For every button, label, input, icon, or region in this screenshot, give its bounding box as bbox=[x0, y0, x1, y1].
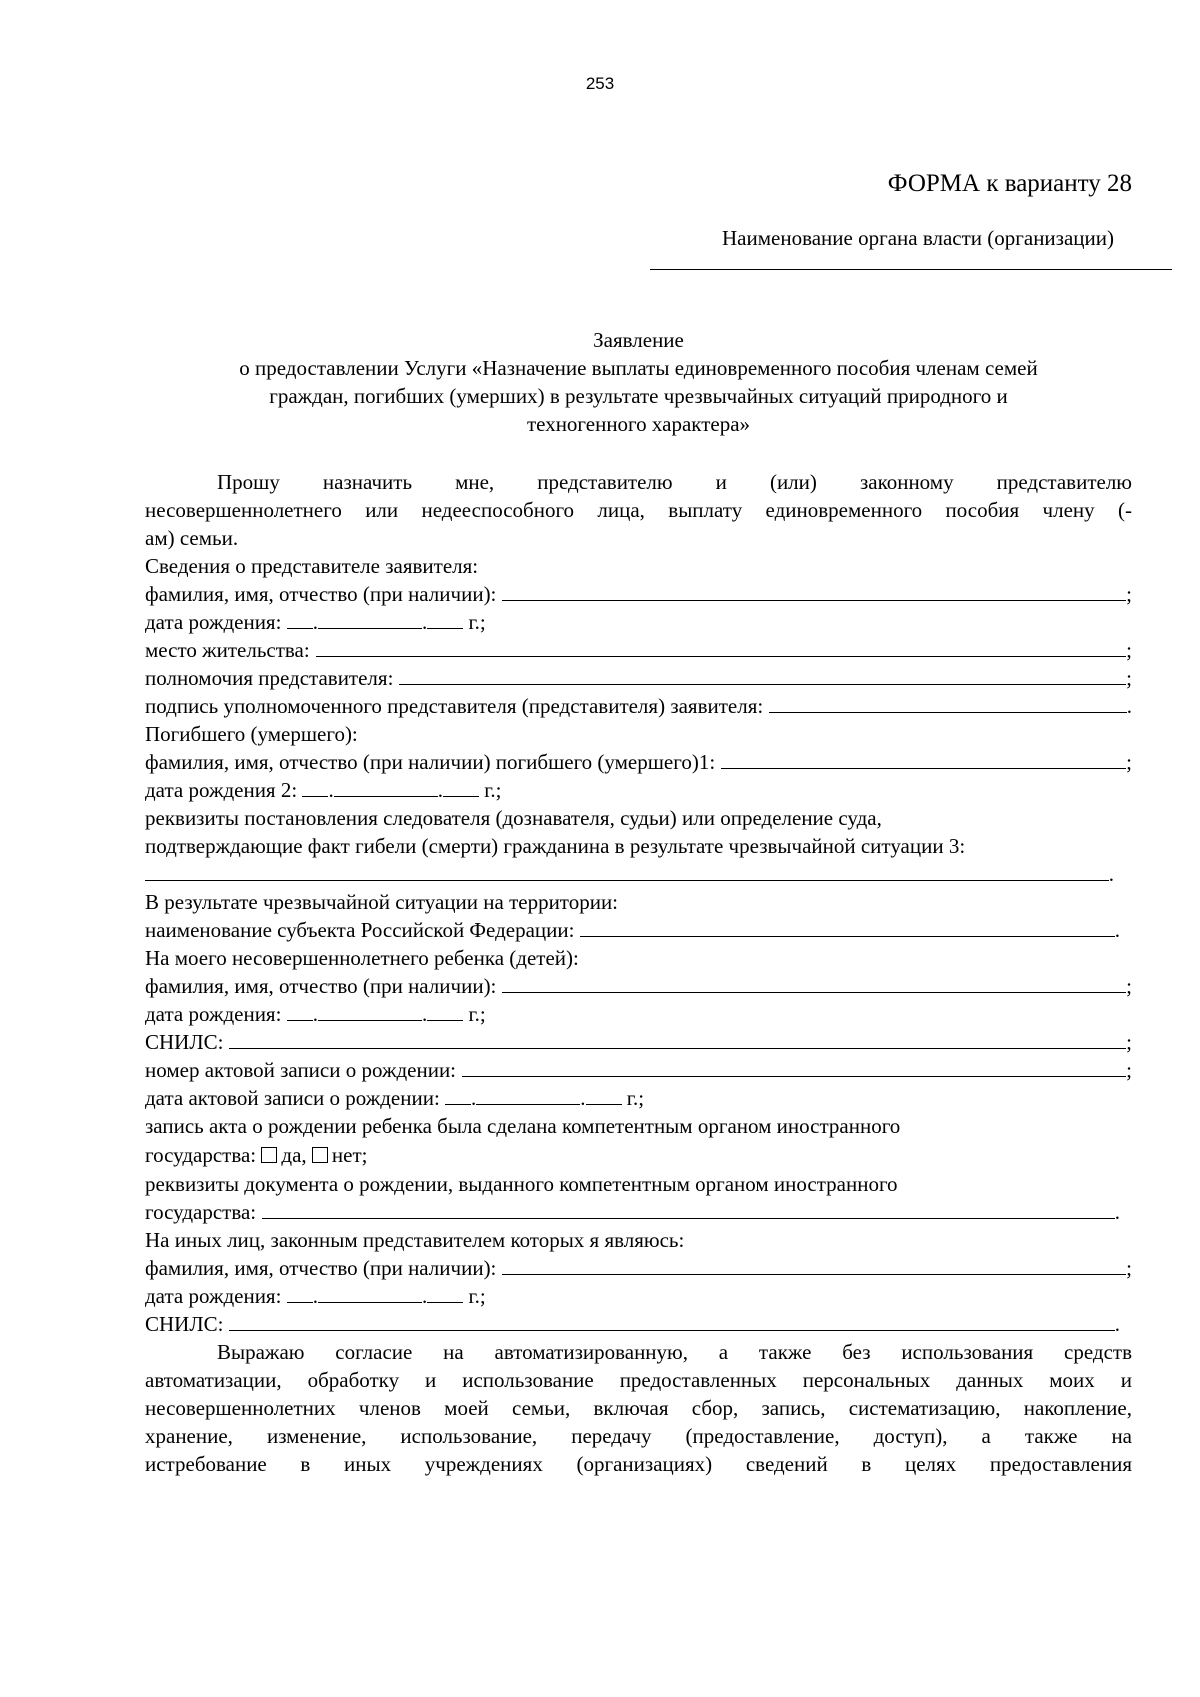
punctuation: . bbox=[1108, 862, 1114, 886]
child-doc-field[interactable] bbox=[262, 1198, 1115, 1219]
consent-line: хранение, изменение, использование, передачу (предоставление, доступ), а также на bbox=[145, 1424, 1132, 1448]
child-doc-row bbox=[145, 1198, 1132, 1226]
title-line: Заявление bbox=[593, 328, 684, 352]
child-fio-row bbox=[145, 972, 1132, 1000]
consent-paragraph bbox=[145, 1338, 1132, 1478]
child-foreign-label: запись акта о рождении ребенка была сделана компетентным органом иностранного bbox=[145, 1114, 901, 1138]
deceased-birth-row bbox=[145, 776, 1132, 804]
deceased-requisites-row bbox=[145, 860, 1132, 888]
punctuation: . bbox=[580, 1086, 586, 1110]
consent-line: Выражаю согласие на автоматизированную, а также без использования средств bbox=[217, 1340, 1132, 1364]
birth-year-field[interactable] bbox=[427, 1000, 463, 1021]
punctuation: ; bbox=[1126, 666, 1132, 690]
field-label: номер актовой записи о рождении: bbox=[145, 1058, 457, 1082]
child-doc-label: реквизиты документа о рождении, выданного компетентным органом иностранного bbox=[145, 1172, 898, 1196]
record-month-field[interactable] bbox=[476, 1084, 580, 1105]
field-label: дата рождения 2: bbox=[145, 778, 298, 802]
field-label: государства: bbox=[145, 1200, 257, 1224]
request-line: Прошу назначить мне, представителю и (или) законному представителю bbox=[217, 470, 1132, 494]
punctuation: . bbox=[421, 1002, 428, 1026]
punctuation: . bbox=[437, 778, 443, 802]
representative-fio-field[interactable] bbox=[502, 580, 1126, 601]
no-label: нет; bbox=[331, 1143, 368, 1167]
punctuation: . bbox=[312, 610, 318, 634]
punctuation: ; bbox=[1126, 1058, 1132, 1082]
birth-month-field[interactable] bbox=[318, 608, 422, 629]
others-snils-field[interactable] bbox=[229, 1310, 1114, 1331]
representative-residence-row bbox=[145, 636, 1132, 664]
field-label: наименование субъекта Российской Федерации: bbox=[145, 918, 575, 942]
field-label: дата рождения: bbox=[145, 1284, 282, 1308]
birth-year-field[interactable] bbox=[427, 1282, 463, 1303]
representative-powers-field[interactable] bbox=[399, 664, 1126, 685]
deceased-heading: Погибшего (умершего): bbox=[145, 722, 358, 746]
punctuation: ; bbox=[1126, 974, 1132, 998]
field-label: государства: bbox=[145, 1143, 257, 1167]
birth-month-field[interactable] bbox=[334, 776, 438, 797]
authority-label: Наименование органа власти (организации) bbox=[722, 226, 1114, 250]
field-label: полномочия представителя: bbox=[145, 666, 394, 690]
representative-birth-row bbox=[145, 608, 1132, 636]
punctuation: . bbox=[312, 1002, 318, 1026]
others-fio-row bbox=[145, 1254, 1132, 1282]
record-day-field[interactable] bbox=[445, 1084, 471, 1105]
representative-powers-row bbox=[145, 664, 1132, 692]
punctuation: . bbox=[471, 1086, 477, 1110]
punctuation: . bbox=[312, 1284, 318, 1308]
punctuation: ; bbox=[1126, 1256, 1132, 1280]
birth-day-field[interactable] bbox=[287, 608, 313, 629]
consent-line: истребование в иных учреждениях (организациях) сведений в целях предоставления bbox=[145, 1452, 1132, 1476]
child-birth-row bbox=[145, 1000, 1132, 1028]
birth-day-field[interactable] bbox=[287, 1000, 313, 1021]
representative-residence-field[interactable] bbox=[316, 636, 1126, 657]
child-snils-row bbox=[145, 1028, 1132, 1056]
page-number: 253 bbox=[585, 74, 615, 93]
field-label: фамилия, имя, отчество (при наличии): bbox=[145, 1256, 497, 1280]
punctuation: ; bbox=[1126, 1030, 1132, 1054]
child-heading: На моего несовершеннолетнего ребенка (детей): bbox=[145, 946, 579, 970]
punctuation: г.; bbox=[468, 1284, 486, 1308]
child-fio-field[interactable] bbox=[502, 972, 1126, 993]
others-heading: На иных лиц, законным представителем которых я являюсь: bbox=[145, 1228, 685, 1252]
punctuation: . bbox=[421, 610, 428, 634]
field-label: дата рождения: bbox=[145, 610, 282, 634]
no-checkbox[interactable] bbox=[312, 1147, 328, 1163]
request-line: несовершеннолетнего или недееспособного лица, выплату единовременного пособия члену (- bbox=[145, 498, 1132, 522]
document-body bbox=[145, 168, 1132, 1478]
title-line: о предоставлении Услуги «Назначение выплаты единовременного пособия членам семей bbox=[239, 356, 1038, 380]
representative-signature-field[interactable] bbox=[769, 692, 1127, 713]
punctuation: г.; bbox=[468, 1002, 486, 1026]
child-snils-field[interactable] bbox=[229, 1028, 1126, 1049]
field-label: подпись уполномоченного представителя (представителя) заявителя: bbox=[145, 694, 764, 718]
others-snils-row bbox=[145, 1310, 1132, 1338]
others-fio-field[interactable] bbox=[502, 1254, 1126, 1275]
birth-year-field[interactable] bbox=[427, 608, 463, 629]
punctuation: . bbox=[1114, 1200, 1120, 1224]
representative-heading: Сведения о представителе заявителя: bbox=[145, 554, 479, 578]
title-line: техногенного характера» bbox=[526, 412, 751, 436]
others-birth-row bbox=[145, 1282, 1132, 1310]
birth-month-field[interactable] bbox=[318, 1000, 422, 1021]
punctuation: . bbox=[421, 1284, 428, 1308]
yes-checkbox[interactable] bbox=[261, 1147, 277, 1163]
representative-signature-row bbox=[145, 692, 1132, 720]
emergency-heading: В результате чрезвычайной ситуации на территории: bbox=[145, 890, 619, 914]
yes-label: да, bbox=[281, 1143, 307, 1167]
consent-line: автоматизации, обработку и использование предоставленных персональных данных моих и bbox=[145, 1368, 1132, 1392]
birth-year-field[interactable] bbox=[443, 776, 479, 797]
field-label: СНИЛС: bbox=[145, 1312, 224, 1336]
deceased-requisites-label: подтверждающие факт гибели (смерти) гражданина в результате чрезвычайной ситуации 3: bbox=[145, 834, 966, 858]
child-record-number-row bbox=[145, 1056, 1132, 1084]
emergency-region-row bbox=[145, 916, 1132, 944]
deceased-requisites-field[interactable] bbox=[145, 860, 1109, 881]
title-line: граждан, погибших (умерших) в результате чрезвычайных ситуаций природного и bbox=[269, 384, 1008, 408]
child-record-date-row bbox=[145, 1084, 1132, 1112]
record-year-field[interactable] bbox=[586, 1084, 622, 1105]
document-title bbox=[145, 326, 1132, 438]
consent-line: несовершеннолетних членов моей семьи, включая сбор, запись, систематизацию, накопление, bbox=[145, 1396, 1132, 1420]
field-label: СНИЛС: bbox=[145, 1030, 224, 1054]
punctuation: . bbox=[328, 778, 334, 802]
field-label: фамилия, имя, отчество (при наличии) погибшего (умершего)1: bbox=[145, 750, 716, 774]
punctuation: г.; bbox=[626, 1086, 645, 1110]
form-label: ФОРМА к варианту 28 bbox=[887, 170, 1132, 197]
punctuation: . bbox=[1126, 694, 1132, 718]
punctuation: . bbox=[1114, 918, 1120, 942]
child-foreign-row bbox=[145, 1140, 1132, 1170]
field-label: дата актовой записи о рождении: bbox=[145, 1086, 440, 1110]
birth-day-field[interactable] bbox=[302, 776, 328, 797]
birth-month-field[interactable] bbox=[318, 1282, 422, 1303]
punctuation: ; bbox=[1126, 638, 1132, 662]
request-line: ам) семьи. bbox=[145, 526, 239, 550]
deceased-fio-field[interactable] bbox=[721, 748, 1126, 769]
punctuation: ; bbox=[1126, 582, 1132, 606]
representative-fio-row bbox=[145, 580, 1132, 608]
deceased-fio-row bbox=[145, 748, 1132, 776]
child-record-number-field[interactable] bbox=[462, 1056, 1126, 1077]
field-label: место жительства: bbox=[145, 638, 310, 662]
deceased-requisites-label: реквизиты постановления следователя (дознавателя, судьи) или определение суда, bbox=[145, 806, 882, 830]
emergency-region-field[interactable] bbox=[580, 916, 1114, 937]
punctuation: г.; bbox=[468, 610, 486, 634]
request-paragraph bbox=[145, 468, 1132, 552]
authority-input-line[interactable] bbox=[650, 269, 1172, 270]
punctuation: . bbox=[1114, 1312, 1120, 1336]
field-label: дата рождения: bbox=[145, 1002, 282, 1026]
punctuation: г.; bbox=[484, 778, 502, 802]
field-label: фамилия, имя, отчество (при наличии): bbox=[145, 582, 497, 606]
field-label: фамилия, имя, отчество (при наличии): bbox=[145, 974, 497, 998]
birth-day-field[interactable] bbox=[287, 1282, 313, 1303]
punctuation: ; bbox=[1126, 750, 1132, 774]
